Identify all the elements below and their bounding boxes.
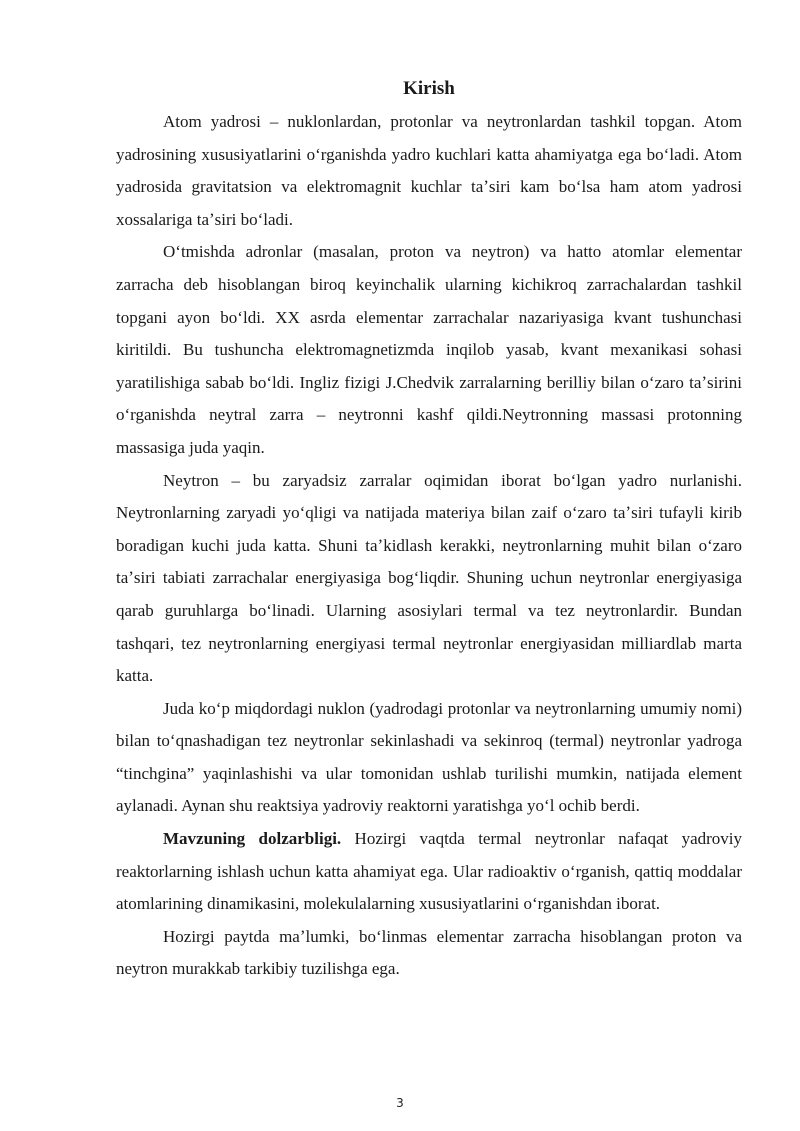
page-title: Kirish [403, 78, 455, 99]
page-number: 3 [396, 1096, 404, 1110]
paragraph-text: Hozirgi paytda maʼlumki, boʻlinmas elementar zarracha hisoblangan proton va neytron murakkab tarkibiy tuzilishga ega. [116, 926, 742, 979]
paragraph-6 [116, 921, 742, 986]
paragraph-5 [116, 823, 742, 921]
paragraph-3 [116, 465, 742, 693]
paragraph-text: Oʻtmishda adronlar (masalan, proton va neytron) va hatto atomlar elementar zarracha deb hisoblangan biroq keyinchalik ularning kichikroq zarrachalardan tashkil topgani ayon boʻldi. XX asrda elementar zarrachalar nazariyasiga kvant tushunchasi kiritildi. Bu tushuncha elektromagnetizmda inqilob yasab, kvant mexanikasi sohasi yaratilishiga sabab boʻldi. Ingliz fizigi J.Chedvik zarralarning berilliy bilan oʻzaro taʼsirini oʻrganishda neytral zarra – neytronni kashf qildi.Neytronning massasi protonning massasiga juda yaqin. [116, 242, 742, 457]
paragraph-lead-heading: Mavzuning dolzarbligi. [163, 829, 342, 849]
paragraph-text: Neytron – bu zaryadsiz zarralar oqimidan iborat boʻlgan yadro nurlanishi. Neytronlarning zaryadi yoʻqligi va natijada materiya bilan zaif oʻzaro taʼsiri tufayli kirib boradigan kuchi juda katta. Shuni taʼkidlash kerakki, neytronlarning muhit bilan oʻzaro taʼsiri tabiati zarrachalar energiyasiga bogʻliqdir. Shuning uchun neytronlar energiyasiga qarab guruhlarga boʻlinadi. Ularning asosiylari termal va tez neytronlardir. Bundan tashqari, tez neytronlarning energiyasi termal neytronlar energiyasidan milliardlab marta katta. [116, 470, 742, 686]
paragraph-text: Atom yadrosi – nuklonlardan, protonlar va neytronlardan tashkil topgan. Atom yadrosining xususiyatlarini oʻrganishda yadro kuchlari katta ahamiyatga ega boʻladi. Atom yadrosida gravitatsion va elektromagnit kuchlar taʼsiri kam boʻlsa ham atom yadrosi xossalariga taʼsiri boʻladi. [116, 112, 742, 229]
paragraph-4 [116, 693, 742, 823]
paragraph-text: Hozirgi vaqtda termal neytronlar nafaqat yadroviy reaktorlarning ishlash uchun katta ahamiyat ega. Ular radioaktiv oʻrganish, qattiq moddalar atomlarining dinamikasini, molekulalarning xususiyatlarini oʻrganishdan iborat. [116, 829, 742, 914]
paragraph-1 [116, 106, 742, 236]
document-page [116, 76, 742, 986]
paragraph-text: Juda koʻp miqdordagi nuklon (yadrodagi protonlar va neytronlarning umumiy nomi) bilan toʻqnashadigan tez neytronlar sekinlashadi va sekinroq (termal) neytronlar yadroga “tinchgina” yaqinlashishi va ular tomonidan ushlab turilishi mumkin, natijada element aylanadi. Aynan shu reaktsiya yadroviy reaktorni yaratishga yoʻl ochib berdi. [116, 698, 742, 816]
paragraph-2 [116, 236, 742, 464]
